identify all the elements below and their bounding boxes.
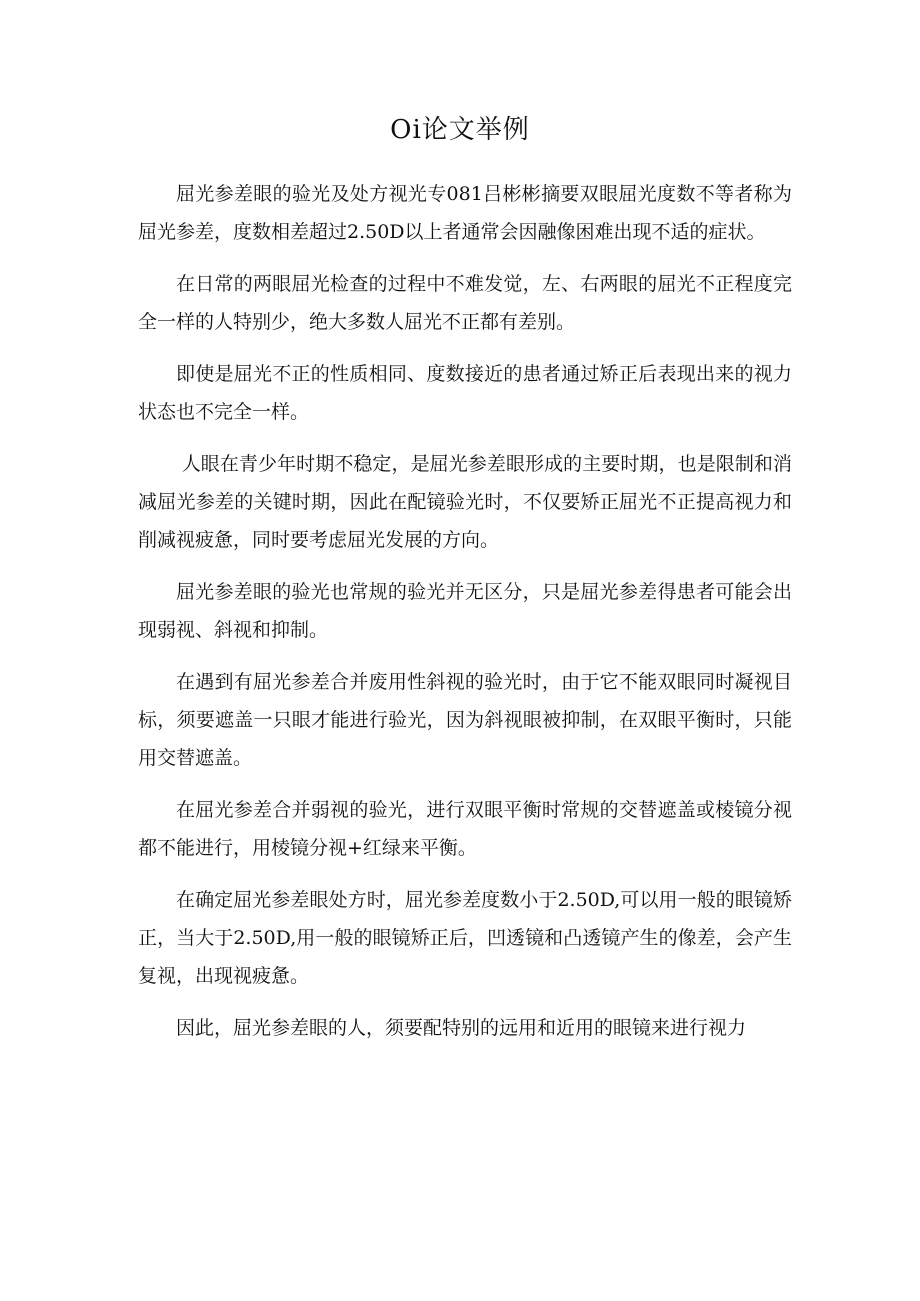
paragraph-3: 即使是屈光不正的性质相同、度数接近的患者通过矫正后表现出来的视力状态也不完全一样。 [138,363,792,423]
paragraph-6: 在遇到有屈光参差合并废用性斜视的验光时，由于它不能双眼同时凝视目标，须要遮盖一只眼才能进行验光，因为斜视眼被抑制，在双眼平衡时，只能用交替遮盖。 [138,671,792,769]
paragraph-1: 屈光参差眼的验光及处方视光专081吕彬彬摘要双眼屈光度数不等者称为屈光参差，度数相差超过2.50D以上者通常会因融像困难出现不适的症状。 [138,183,792,243]
document-body [138,175,792,1061]
paragraph-8: 在确定屈光参差眼处方时，屈光参差度数小于2.50D,可以用一般的眼镜矫正，当大于2.50D,用一般的眼镜矫正后，凹透镜和凸透镜产生的像差，会产生复视，出现视疲惫。 [138,889,792,987]
paragraph-7: 在屈光参差合并弱视的验光，进行双眼平衡时常规的交替遮盖或棱镜分视都不能进行，用棱镜分视+红绿来平衡。 [138,799,792,859]
paragraph-4: 人眼在青少年时期不稳定，是屈光参差眼形成的主要时期，也是限制和消减屈光参差的关键时期，因此在配镜验光时，不仅要矫正屈光不正提高视力和削减视疲惫，同时要考虑屈光发展的方向。 [138,453,792,551]
document-title: Oi论文举例 [390,115,530,145]
paragraph-9: 因此，屈光参差眼的人，须要配特别的远用和近用的眼镜来进行视力 [176,1017,747,1039]
paragraph-5: 屈光参差眼的验光也常规的验光并无区分，只是屈光参差得患者可能会出现弱视、斜视和抑制。 [138,581,792,641]
paragraph-2: 在日常的两眼屈光检查的过程中不难发觉，左、右两眼的屈光不正程度完全一样的人特别少，绝大多数人屈光不正都有差别。 [138,273,792,333]
